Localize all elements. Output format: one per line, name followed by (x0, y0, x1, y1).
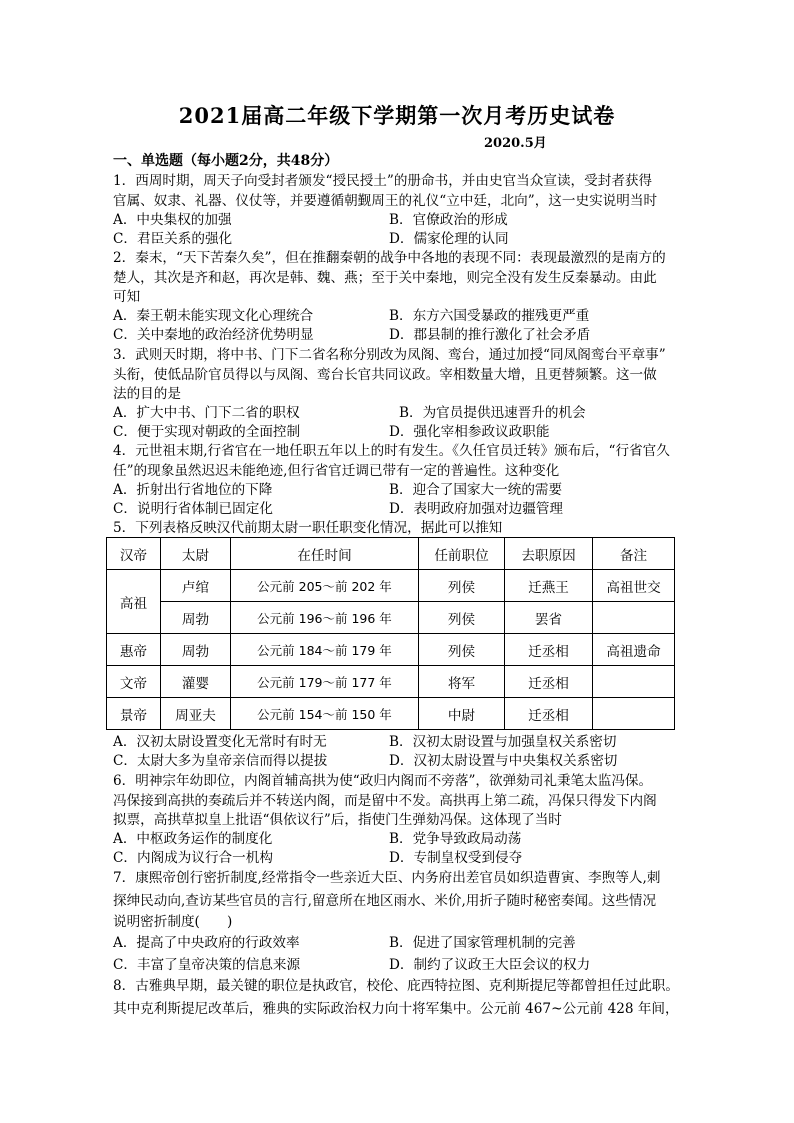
table-row (107, 570, 675, 602)
table-cell: 公元前 184～前 179 年 (231, 634, 419, 666)
q2-option-c: C．关中秦地的政治经济优势明显 (113, 327, 314, 343)
table-cell: 迁丞相 (505, 666, 593, 698)
table-row (107, 698, 675, 730)
table-cell: 将军 (419, 666, 505, 698)
table-row (107, 666, 675, 698)
q6-line: 6．明神宗年幼即位，内阁首辅高拱为使“政归内阁而不旁落”，欲弹劾司礼秉笔太监冯保。 (113, 773, 653, 789)
table-cell: 中尉 (419, 698, 505, 730)
table-header-cell: 备注 (593, 538, 675, 570)
q1-line: 1．西周时期，周天子向受封者颁发“授民授土”的册命书，并由史官当众宣读，受封者获得 (113, 173, 653, 189)
q1-option-b: B．官僚政治的形成 (389, 212, 508, 228)
table-cell: 公元前 179～前 177 年 (231, 666, 419, 698)
table-cell: 高祖世交 (593, 570, 675, 602)
table-cell: 公元前 205～前 202 年 (231, 570, 419, 602)
q7-line: 7．康熙帝创行密折制度,经常指令一些亲近大臣、内务府出差官员如织造曹寅、李煦等人,刺 (113, 870, 661, 886)
page-title: 2021届高二年级下学期第一次月考历史试卷 (178, 103, 616, 128)
table-cell: 罢省 (505, 602, 593, 634)
q3-option-b: B．为官员提供迅速晋升的机会 (399, 405, 586, 421)
table-cell: 迁燕王 (505, 570, 593, 602)
table-cell: 景帝 (107, 698, 161, 730)
table-cell: 文帝 (107, 666, 161, 698)
q2-line: 楚人，其次是齐和赵，再次是韩、魏、燕；至于关中秦地，则完全没有发生反秦暴动。由此 (113, 270, 657, 286)
q7-line: 探绅民动向,查访某些官员的言行,留意所在地区雨水、米价,用折子随时秘密奏闻。这些情况 (113, 893, 657, 909)
q5-option-b: B．汉初太尉设置与加强皇权关系密切 (389, 734, 617, 750)
table-cell (593, 666, 675, 698)
table-cell: 灌婴 (161, 666, 231, 698)
q1-option-d: D．儒家伦理的认同 (389, 231, 509, 247)
q8-line: 8．古雅典早期，最关键的职位是执政官，校伦、庇西特拉图、克利斯提尼等都曾担任过此职。 (113, 978, 679, 994)
q7-option-b: B．促进了国家管理机制的完善 (389, 935, 576, 951)
q1-line: 官属、奴隶、礼器、仪仗等，并要遵循朝觐周王的礼仪“立中廷，北向”，这一史实说明当时 (113, 193, 658, 209)
q6-option-d: D．专制皇权受到侵夺 (389, 850, 523, 866)
q6-option-c: C．内阁成为议行合一机构 (113, 850, 273, 866)
table-cell: 迁丞相 (505, 634, 593, 666)
table-cell (593, 602, 675, 634)
table-cell: 惠帝 (107, 634, 161, 666)
q5-option-d: D．汉初太尉设置与中央集权关系密切 (389, 753, 618, 769)
q4-option-b: B．迎合了国家大一统的需要 (389, 482, 563, 498)
q6-option-a: A．中枢政务运作的制度化 (113, 831, 273, 847)
q8-line: 其中克利斯提尼改革后，雅典的实际政治权力向十将军集中。公元前 467~公元前 428 年间， (113, 1001, 679, 1017)
q6-option-b: B．党争导致政局动荡 (389, 831, 522, 847)
q6-line: 冯保接到高拱的奏疏后并不转送内阁，而是留中不发。高拱再上第二疏，冯保只得发下内阁 (113, 793, 657, 809)
q3-option-c: C．便于实现对朝政的全面控制 (113, 424, 301, 440)
q4-option-d: D．表明政府加强对边疆管理 (389, 501, 564, 517)
q2-option-b: B．东方六国受暴政的摧残更严重 (389, 308, 590, 324)
table-cell: 公元前 196～前 196 年 (231, 602, 419, 634)
table-cell: 列侯 (419, 634, 505, 666)
q3-option-a: A．扩大中书、门下二省的职权 (113, 405, 300, 421)
q2-line: 可知 (113, 289, 141, 305)
q3-line: 3．武则天时期，将中书、门下二省名称分别改为凤阁、鸾台，通过加授“同凤阁鸾台平章事” (113, 347, 666, 363)
table-header-cell: 汉帝 (107, 538, 161, 570)
q2-option-d: D．郡县制的推行激化了社会矛盾 (389, 327, 591, 343)
table-header-row (107, 538, 675, 570)
q1-option-a: A．中央集权的加强 (113, 212, 232, 228)
section-heading: 一、单选题（每小题2分，共48分） (113, 153, 339, 169)
table-cell: 高祖 (107, 570, 161, 634)
q5-option-c: C．太尉大多为皇帝亲信而得以提拔 (113, 753, 328, 769)
q7-line: 说明密折制度( ) (113, 914, 233, 930)
q7-option-d: D．制约了议政王大臣会议的权力 (389, 957, 591, 973)
q1-option-c: C．君臣关系的强化 (113, 231, 233, 247)
q2-line: 2．秦末，“天下苦秦久矣”，但在推翻秦朝的战争中各地的表现不同：表现最激烈的是南方的 (113, 250, 666, 266)
table-cell: 迁丞相 (505, 698, 593, 730)
table-cell (593, 698, 675, 730)
q3-line: 头衔，使低品阶官员得以与凤阁、鸾台长官共同议政。宰相数量大增，且更替频繁。这一做 (113, 367, 657, 383)
table-cell: 列侯 (419, 602, 505, 634)
q7-option-c: C．丰富了皇帝决策的信息来源 (113, 957, 301, 973)
table-cell: 周亚夫 (161, 698, 231, 730)
table-cell: 周勃 (161, 602, 231, 634)
table-row (107, 634, 675, 666)
q6-line: 拟票，高拱草拟皇上批语“俱依议行”后，指使门生弹劾冯保。这体现了当时 (113, 812, 562, 828)
q4-line: 任”的现象虽然迟迟未能绝迹,但行省官迁调已带有一定的普遍性。这种变化 (113, 463, 560, 479)
table-cell: 公元前 154～前 150 年 (231, 698, 419, 730)
q4-option-c: C．说明行省体制已固定化 (113, 501, 273, 517)
q7-option-a: A．提高了中央政府的行政效率 (113, 935, 300, 951)
table-cell: 周勃 (161, 634, 231, 666)
table-row (107, 602, 675, 634)
q3-line: 法的目的是 (113, 386, 181, 402)
table-header-cell: 太尉 (161, 538, 231, 570)
table-header-cell: 在任时间 (231, 538, 419, 570)
q4-option-a: A．折射出行省地位的下降 (113, 482, 273, 498)
table-header-cell: 去职原因 (505, 538, 593, 570)
exam-date: 2020.5月 (484, 136, 547, 151)
q5-option-a: A．汉初太尉设置变化无常时有时无 (113, 734, 327, 750)
q4-line: 4．元世祖末期,行省官在一地任职五年以上的时有发生。《久任官员迁转》颁布后，“行省官久 (113, 443, 670, 459)
q5-line: 5．下列表格反映汉代前期太尉一职任职变化情况，据此可以推知 (113, 520, 503, 536)
table-cell: 卢绾 (161, 570, 231, 602)
q5-table (106, 537, 675, 730)
table-cell: 列侯 (419, 570, 505, 602)
q2-option-a: A．秦王朝未能实现文化心理统合 (113, 308, 314, 324)
q3-option-d: D．强化宰相参政议政职能 (389, 424, 550, 440)
table-header-cell: 任前职位 (419, 538, 505, 570)
table-cell: 高祖遗命 (593, 634, 675, 666)
